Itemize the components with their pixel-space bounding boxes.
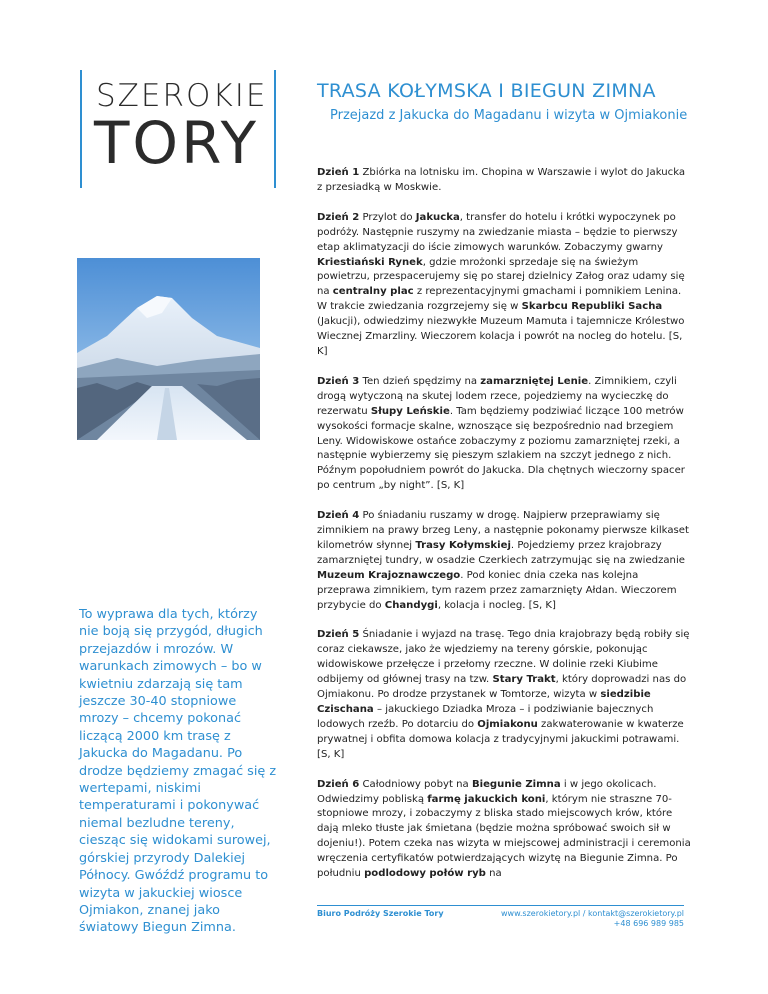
day-highlight: Dzień 5 [317,629,360,641]
day-highlight: Dzień 4 [317,510,360,522]
day-highlight: centralny plac [332,286,414,298]
page-title: TRASA KOŁYMSKA I BIEGUN ZIMNA [317,80,656,102]
footer-phone: +48 696 989 985 [613,919,684,928]
footer-web-email: www.szerokietory.pl / kontakt@szerokietory.pl [500,909,684,918]
day-highlight: Słupy Leńskie [370,405,450,417]
day-highlight: Muzeum Krajoznawczego [317,569,461,581]
day-text: na [485,868,502,880]
logo-bar-right [274,70,276,188]
logo-line2: TORY [94,109,260,177]
day-highlight: Dzień 1 [317,167,360,178]
day-highlight: Trasy Kołymskiej [415,539,511,551]
day-text: , kolacja i nocleg. [S, K] [437,599,556,611]
day-text: . Pod koniec dnia czeka nas kolejna przeprawa zimnikiem, tym razem przez zamarznięty Ałdan. Wieczorem przybycie do [317,569,677,611]
day-text: (Jakucji), odwiedzimy niezwykłe Muzeum Mamuta i tajemnicze Królestwo Wiecznej Zmarzliny. Wieczorem kolacja i powrót na nocleg do hotelu. [S, K] [317,316,685,357]
day-text: . Pojedziemy przez krajobrazy zamarzniętej tundry, w osadzie Czerkiech zatrzymując się na zwiedzanie [317,539,685,566]
footer-divider [317,905,684,906]
day-highlight: podlodowy połów ryb [364,868,486,880]
itinerary [317,166,693,897]
day-highlight: Kriestiański Rynek [317,256,423,268]
day-text: z reprezentacyjnymi gmachami i pomnikiem Lenina. W trakcie zwiedzania rozgrzejemy się w [317,286,682,313]
day-highlight: zamarzniętej Lenie [480,375,589,387]
day-text: Zbiórka na lotnisku im. Chopina w Warszawie i wylot do Jakucka z przesiadką w Moskwie. [317,167,686,193]
day-highlight: Chandygi [384,599,438,611]
day-text: , transfer do hotelu i krótki wypoczynek po podróży. Następnie ruszymy na zwiedzanie miasta – będzie to pierwszy etap aklimatyzacji do iście zimowych warunków. Zobaczymy gwarny [317,211,678,253]
day-highlight: Dzień 2 [317,211,360,223]
day-text: , który doprowadzi nas do Ojmiakonu. Po drodze przystanek w Tomtorze, wizyta w [317,674,687,701]
day-4 [317,509,693,613]
day-highlight: Dzień 6 [317,778,360,790]
day-3 [317,375,693,494]
day-highlight: siedzibie Czischana [317,689,651,715]
logo-line1: SZEROKIE [96,78,268,114]
day-highlight: Biegunie Zimna [471,778,561,790]
footer-contact [450,909,684,929]
intro-quote: To wyprawa dla tych, którzy nie boją się przygód, długich przejazdów i mrozów. W warunkach zimowych – bo w kwietniu zdarzają się tam jeszcze 30-40 stopniowe mrozy – chcemy pokonać liczącą 2000 km trasę z Jakucka do Magadanu. Po drodze będziemy zmagać się z wertepami, niskimi temperaturami i pokonywać niemal bezludne tereny, ciesząc się widokami surowej, górskiej przyrody Dalekiej Północy. Gwóźdź programu to wizyta w jakuckiej wiosce Ojmiakon, znanej jako światowy Biegun Zimna. [79,607,277,936]
day-highlight: Dzień 3 [317,375,360,387]
logo [80,70,280,188]
day-text: . Tam będziemy podziwiać liczące 100 metrów wysokości formacje skalne, wznoszące się bezpośrednio nad brzegiem Leny. Widowiskowe ostańce zobaczymy z poziomu zamarzniętej rzeki, a następnie wybierzemy się pieszym szlakiem na szczyt jednego z nich. Późnym popołudniem powrót do Jakucka. Dla chętnych wieczorny spacer po centrum „by night”. [S, K] [317,405,685,492]
day-highlight: Skarbcu Republiki Sacha [521,301,663,313]
winter-landscape-photo [77,258,260,440]
day-highlight: farmę jakuckich koni [427,793,546,805]
winter-landscape-illustration [77,258,260,440]
day-text: , którym nie straszne 70-stopniowe mrozy, i zobaczymy z bliska stado miejscowych krów, które dają mleko tłuste jak śmietana (będzie można spróbować swoich sił w dojeniu!). Potem czeka nas wizyta w miejscowej administracji i ceremonia wręczenia certyfikatów potwierdzających wizytę na Biegunie Zimna. Po południu [317,793,691,880]
day-5 [317,628,693,762]
day-1 [317,166,693,196]
day-text: Przylot do [359,211,416,223]
day-text: zakwaterowanie w kwaterze prywatnej i obfita domowa kolacja z tradycyjnymi jakuckimi potrawami. [S, K] [317,718,684,760]
day-text: i w jego okolicach. Odwiedzimy pobliską [317,778,657,805]
day-text: Śniadanie i wyjazd na trasę. Tego dnia krajobrazy będą robiły się coraz ciekawsze, jako że wjedziemy na tereny górskie, pokonując widowiskowe przełęcze i przełomy rzeczne. W dolinie rzeki Kiubime odbijemy od głównej trasy na tzw. [317,629,690,686]
day-text: Po śniadaniu ruszamy w drogę. Najpierw przeprawiamy się zimnikiem na prawy brzeg Leny, a następnie pokonamy pierwsze kilkaset kilometrów słynnej [317,510,689,551]
day-2 [317,211,693,360]
day-text: , gdzie mrożonki sprzedaje się na świeżym powietrzu, przespacerujemy się po starej dzielnicy Załog oraz udamy się na [317,256,685,298]
day-6 [317,778,693,882]
day-text: Całodniowy pobyt na [359,778,472,790]
day-text: . Zimnikiem, czyli drogą wytyczoną na skutej lodem rzece, pojedziemy na wycieczkę do rezerwatu [317,375,677,417]
day-highlight: Jakucka [415,211,460,223]
page-subtitle: Przejazd z Jakucka do Magadanu i wizyta w Ojmiakonie [330,108,688,123]
day-highlight: Ojmiakonu [477,718,538,730]
footer-company: Biuro Podróży Szerokie Tory [317,909,444,918]
day-text: – jakuckiego Dziadka Mroza – i podziwianie bajecznych lodowych rzeźb. Po dotarciu do [317,704,654,730]
day-text: Ten dzień spędzimy na [359,375,481,387]
logo-bar-left [80,70,82,188]
day-highlight: Stary Trakt [492,674,556,686]
